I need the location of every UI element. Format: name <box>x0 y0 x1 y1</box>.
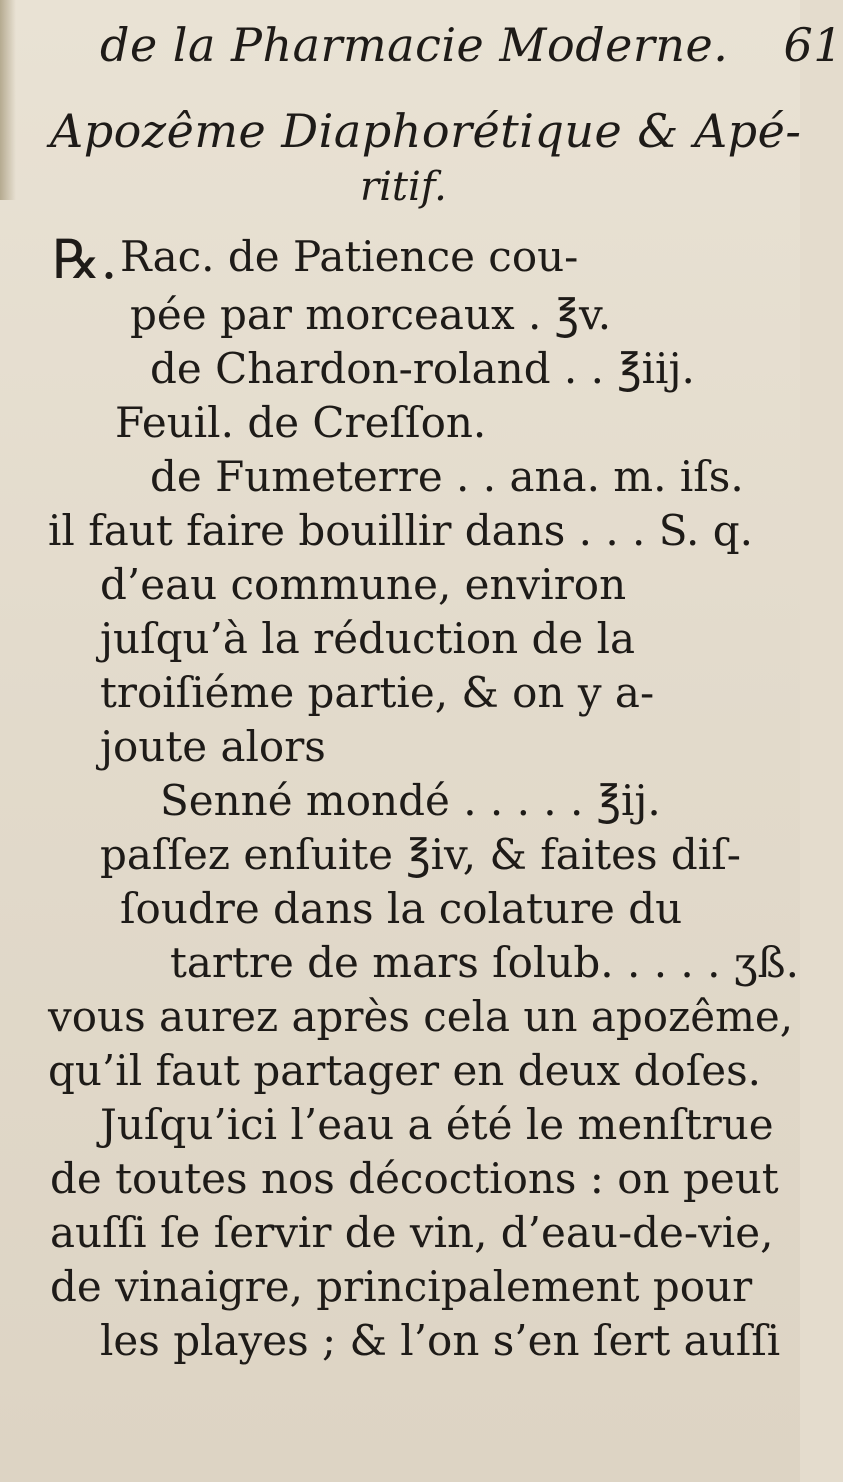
text-line: troiſiéme partie, & on y a- <box>100 668 655 717</box>
section-title-line-2: ritif. <box>360 164 447 210</box>
text-line: de Fumeterre . . ana. m. iſs. <box>150 452 744 501</box>
text-line: vous aurez après cela un apozême, <box>48 992 794 1041</box>
recipe-symbol: ℞. <box>52 228 118 291</box>
text-line: de vinaigre, principalement pour <box>50 1262 753 1311</box>
text-line: Juſqu’ici l’eau a été le menſtrue <box>100 1100 774 1149</box>
text-line: les playes ; & l’on s’en ſert auſſi <box>100 1316 781 1365</box>
text-line: de toutes nos décoctions : on peut <box>50 1154 779 1203</box>
text-line: pée par morceaux . ℥v. <box>130 290 612 339</box>
text-line: tartre de mars ſolub. . . . . ʒß. <box>170 938 799 987</box>
text-line: auſſi ſe ſervir de vin, d’eau-de-vie, <box>50 1208 774 1257</box>
text-line: juſqu’à la réduction de la <box>100 614 636 663</box>
text-line: joute alors <box>100 722 326 771</box>
page-gutter-shadow <box>0 0 16 200</box>
running-header <box>100 18 843 72</box>
text-line: Rac. de Patience cou- <box>120 232 579 281</box>
page-number: 61 <box>783 18 843 72</box>
text-line: de Chardon-roland . . ℥iij. <box>150 344 695 393</box>
running-header-title: de la Pharmacie Moderne. <box>100 18 729 72</box>
text-line: paſſez enſuite ℥iv, & faites diſ- <box>100 830 741 879</box>
text-line: ſoudre dans la colature du <box>120 884 683 933</box>
section-title-line-1: Apozême Diaphorétique & Apé- <box>50 104 802 158</box>
text-line: d’eau commune, environ <box>100 560 627 609</box>
text-line: Senné mondé . . . . . ℥ij. <box>160 776 661 825</box>
text-line: qu’il faut partager en deux doſes. <box>48 1046 762 1095</box>
text-line: Feuil. de Creſſon. <box>115 398 487 447</box>
text-line: il faut faire bouillir dans . . . S. q. <box>48 506 753 555</box>
